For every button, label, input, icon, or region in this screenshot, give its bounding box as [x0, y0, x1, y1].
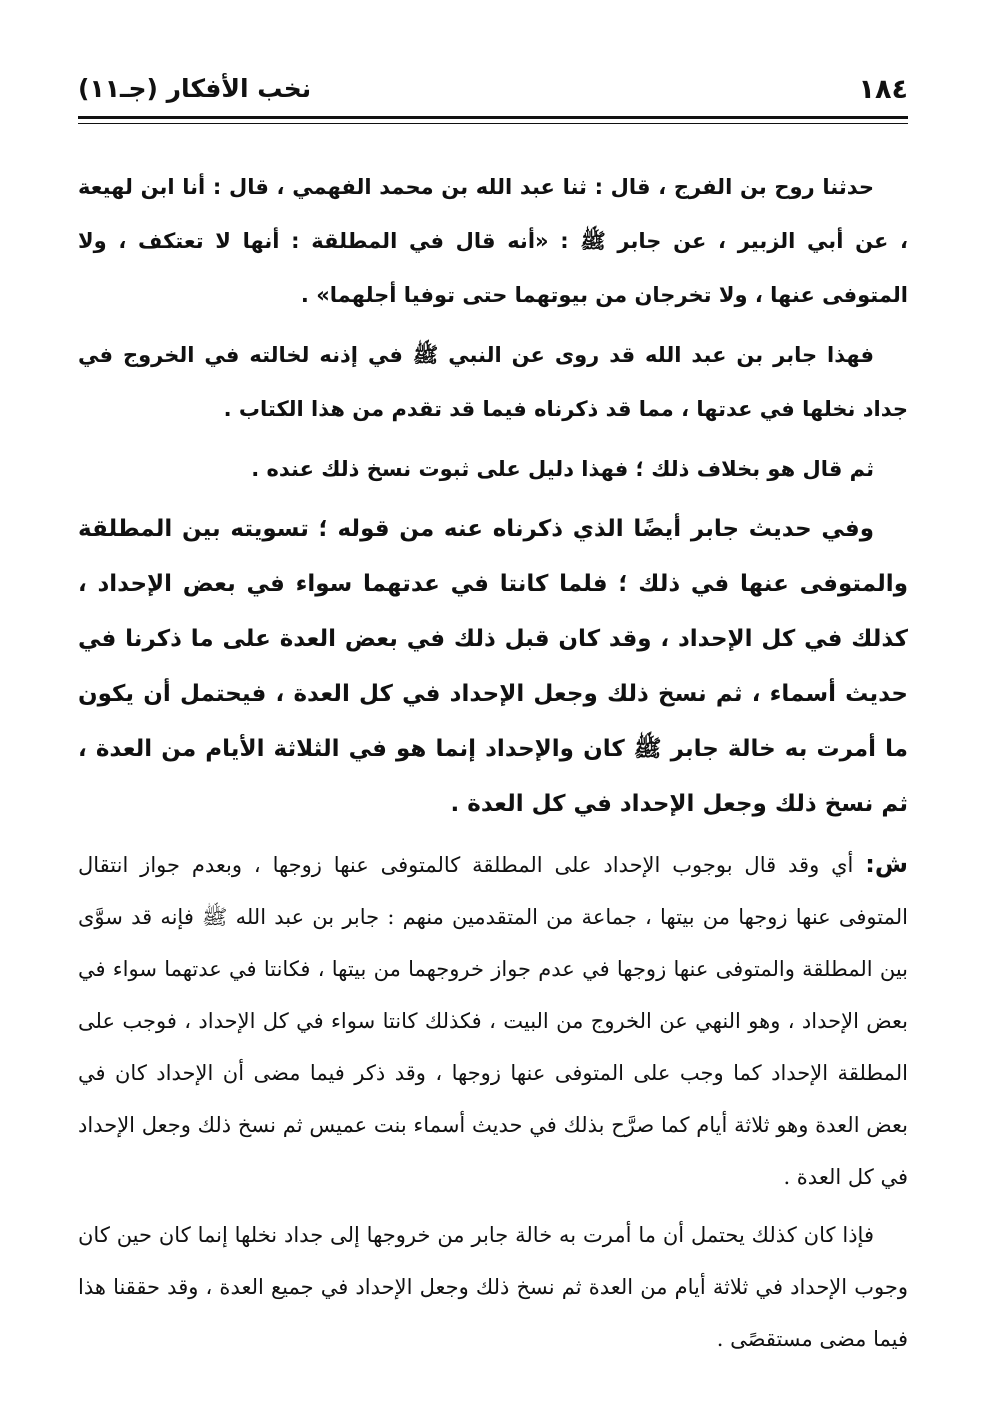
paragraph-text: فإذا كان كذلك يحتمل أن ما أمرت به خالة جابر من خروجها إلى جداد نخلها إنما كان حين كان وجوب الإحداد في ثلاثة أيام من العدة ثم نسخ ذلك وجعل الإحداد في جميع العدة ، وقد حققنا هذا فيما مضى مستقصًى .: [78, 1223, 908, 1351]
paragraph-text: ثم قال هو بخلاف ذلك ؛ فهذا دليل على ثبوت نسخ ذلك عنده .: [251, 457, 874, 481]
paragraph-text: وفي حديث جابر أيضًا الذي ذكرناه عنه من قوله ؛ تسويته بين المطلقة والمتوفى عنها في ذلك ؛ فلما كانتا في عدتهما سواء في بعض الإحداد ، كذلك في كل الإحداد ، وقد كان قبل ذلك في بعض العدة على ما ذكرنا في حديث أسماء ، ثم نسخ ذلك وجعل الإحداد في كل العدة ، فيحتمل أن يكون ما أمرت به خالة جابر ﷺ كان والإحداد إنما هو في الثلاثة الأيام من العدة ، ثم نسخ ذلك وجعل الإحداد في كل العدة .: [78, 516, 908, 817]
paragraph-text: حدثنا روح بن الفرج ، قال : ثنا عبد الله بن محمد الفهمي ، قال : أنا ابن لهيعة ، عن أبي الزبير ، عن جابر ﷺ : «أنه قال في المطلقة : أنها لا تعتكف ، ولا المتوفى عنها ، ولا تخرجان من بيوتهما حتى توفيا أجلهما» .: [78, 175, 908, 307]
sharh-paragraph: [78, 838, 908, 1203]
commentary-paragraph-jabir: [78, 328, 908, 436]
commentary-paragraph-abrogation: [78, 442, 908, 496]
header-rule-thin: [78, 123, 908, 124]
hadith-paragraph: [78, 160, 908, 322]
page-body: [78, 160, 908, 1365]
paragraph-text: فهذا جابر بن عبد الله قد روى عن النبي ﷺ في إذنه لخالته في الخروج في جداد نخلها في عدتها ، مما قد ذكرناه فيما قد تقدم من هذا الكتاب .: [78, 343, 908, 421]
page-number: ١٨٤: [858, 74, 908, 105]
sharh-paragraph-conclusion: [78, 1209, 908, 1365]
sharh-marker: ش:: [865, 850, 908, 878]
commentary-paragraph-mourning: [78, 502, 908, 832]
running-title: نخب الأفكار (جـ١١): [78, 74, 312, 103]
book-page: [78, 68, 908, 1371]
paragraph-text: أي وقد قال بوجوب الإحداد على المطلقة كالمتوفى عنها زوجها ، وبعدم جواز انتقال المتوفى عنها زوجها من بيتها ، جماعة من المتقدمين منهم : جابر بن عبد الله ﷺ فإنه قد سوَّى بين المطلقة والمتوفى عنها زوجها في عدم جواز خروجهما من بيتها ، فكانتا في عدتهما سواء في بعض الإحداد ، وهو النهي عن الخروج من البيت ، فكذلك كانتا سواء في كل الإحداد ، فوجب على المطلقة الإحداد كما وجب على المتوفى عنها زوجها ، وقد ذكر فيما مضى أن الإحداد كان في بعض العدة وهو ثلاثة أيام كما صرَّح بذلك في حديث أسماء بنت عميس ثم نسخ ذلك وجعل الإحداد في كل العدة .: [78, 853, 908, 1189]
header-rule-thick: [78, 116, 908, 119]
page-header: [78, 68, 908, 124]
